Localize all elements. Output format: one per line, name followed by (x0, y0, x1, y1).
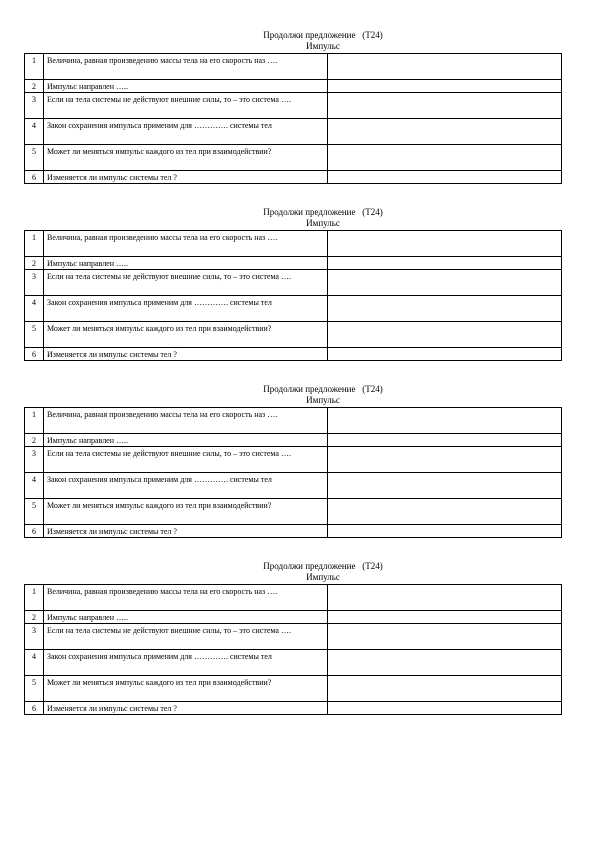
question-number: 5 (25, 676, 44, 702)
question-number: 5 (25, 499, 44, 525)
question-number: 1 (25, 408, 44, 434)
worksheet-subtitle: Импульс (306, 572, 340, 582)
question-text: Величина, равная произведению массы тела на его скорость наз …. (44, 585, 328, 611)
table-row (25, 296, 562, 322)
answer-cell[interactable] (328, 80, 562, 93)
question-number: 4 (25, 473, 44, 499)
answer-cell[interactable] (328, 585, 562, 611)
worksheet-block-3 (24, 384, 562, 538)
question-text: Изменяется ли импульс системы тел ? (44, 348, 328, 361)
question-text: Может ли меняться импульс каждого из тел при взаимодействии? (44, 322, 328, 348)
question-text: Если на тела системы не действуют внешние силы, то – это система …. (44, 93, 328, 119)
question-number: 6 (25, 171, 44, 184)
worksheet-title: Продолжи предложение (Т24) (263, 207, 383, 217)
table-row (25, 650, 562, 676)
question-text: Импульс направлен ….. (44, 611, 328, 624)
worksheet-block-4 (24, 561, 562, 715)
table-row (25, 322, 562, 348)
question-number: 1 (25, 231, 44, 257)
question-text: Величина, равная произведению массы тела на его скорость наз …. (44, 408, 328, 434)
table-row (25, 585, 562, 611)
question-number: 6 (25, 348, 44, 361)
question-table (24, 53, 562, 184)
answer-cell[interactable] (328, 447, 562, 473)
table-row (25, 624, 562, 650)
question-number: 3 (25, 93, 44, 119)
table-row (25, 473, 562, 499)
worksheet-subtitle: Импульс (306, 41, 340, 51)
answer-cell[interactable] (328, 231, 562, 257)
question-table (24, 230, 562, 361)
question-number: 2 (25, 434, 44, 447)
question-number: 4 (25, 296, 44, 322)
table-row (25, 611, 562, 624)
answer-cell[interactable] (328, 624, 562, 650)
table-row (25, 434, 562, 447)
question-number: 2 (25, 611, 44, 624)
answer-cell[interactable] (328, 348, 562, 361)
question-number: 1 (25, 585, 44, 611)
question-text: Изменяется ли импульс системы тел ? (44, 171, 328, 184)
table-row (25, 499, 562, 525)
question-number: 3 (25, 270, 44, 296)
question-table (24, 407, 562, 538)
answer-cell[interactable] (328, 270, 562, 296)
answer-cell[interactable] (328, 171, 562, 184)
question-text: Если на тела системы не действуют внешние силы, то – это система …. (44, 270, 328, 296)
table-row (25, 119, 562, 145)
table-row (25, 348, 562, 361)
table-row (25, 231, 562, 257)
answer-cell[interactable] (328, 611, 562, 624)
question-text: Может ли меняться импульс каждого из тел при взаимодействии? (44, 145, 328, 171)
question-text: Изменяется ли импульс системы тел ? (44, 525, 328, 538)
worksheet-subtitle: Импульс (306, 218, 340, 228)
question-text: Импульс направлен ….. (44, 434, 328, 447)
question-number: 5 (25, 145, 44, 171)
answer-cell[interactable] (328, 257, 562, 270)
question-number: 4 (25, 119, 44, 145)
answer-cell[interactable] (328, 119, 562, 145)
answer-cell[interactable] (328, 676, 562, 702)
table-row (25, 145, 562, 171)
question-text: Импульс направлен ….. (44, 80, 328, 93)
answer-cell[interactable] (328, 322, 562, 348)
answer-cell[interactable] (328, 145, 562, 171)
worksheet-title: Продолжи предложение (Т24) (263, 30, 383, 40)
answer-cell[interactable] (328, 499, 562, 525)
question-text: Закон сохранения импульса применим для …………. системы тел (44, 296, 328, 322)
question-text: Может ли меняться импульс каждого из тел при взаимодействии? (44, 676, 328, 702)
question-text: Величина, равная произведению массы тела на его скорость наз …. (44, 54, 328, 80)
worksheet-title: Продолжи предложение (Т24) (263, 384, 383, 394)
question-number: 5 (25, 322, 44, 348)
table-row (25, 80, 562, 93)
answer-cell[interactable] (328, 650, 562, 676)
question-text: Закон сохранения импульса применим для …………. системы тел (44, 650, 328, 676)
answer-cell[interactable] (328, 473, 562, 499)
table-row (25, 171, 562, 184)
question-number: 6 (25, 702, 44, 715)
question-text: Изменяется ли импульс системы тел ? (44, 702, 328, 715)
answer-cell[interactable] (328, 54, 562, 80)
worksheet-block-1 (24, 30, 562, 184)
answer-cell[interactable] (328, 702, 562, 715)
worksheet-block-2 (24, 207, 562, 361)
question-text: Закон сохранения импульса применим для …………. системы тел (44, 119, 328, 145)
question-number: 6 (25, 525, 44, 538)
question-number: 2 (25, 257, 44, 270)
table-row (25, 525, 562, 538)
table-row (25, 702, 562, 715)
question-text: Может ли меняться импульс каждого из тел при взаимодействии? (44, 499, 328, 525)
answer-cell[interactable] (328, 93, 562, 119)
question-number: 3 (25, 624, 44, 650)
table-row (25, 54, 562, 80)
table-row (25, 257, 562, 270)
answer-cell[interactable] (328, 434, 562, 447)
table-row (25, 676, 562, 702)
question-text: Импульс направлен ….. (44, 257, 328, 270)
table-row (25, 270, 562, 296)
question-text: Если на тела системы не действуют внешние силы, то – это система …. (44, 447, 328, 473)
table-row (25, 447, 562, 473)
question-number: 2 (25, 80, 44, 93)
answer-cell[interactable] (328, 296, 562, 322)
question-text: Закон сохранения импульса применим для …………. системы тел (44, 473, 328, 499)
question-number: 1 (25, 54, 44, 80)
worksheet-subtitle: Импульс (306, 395, 340, 405)
question-number: 4 (25, 650, 44, 676)
question-number: 3 (25, 447, 44, 473)
table-row (25, 93, 562, 119)
answer-cell[interactable] (328, 408, 562, 434)
question-table (24, 584, 562, 715)
worksheet-title: Продолжи предложение (Т24) (263, 561, 383, 571)
table-row (25, 408, 562, 434)
question-text: Если на тела системы не действуют внешние силы, то – это система …. (44, 624, 328, 650)
question-text: Величина, равная произведению массы тела на его скорость наз …. (44, 231, 328, 257)
answer-cell[interactable] (328, 525, 562, 538)
